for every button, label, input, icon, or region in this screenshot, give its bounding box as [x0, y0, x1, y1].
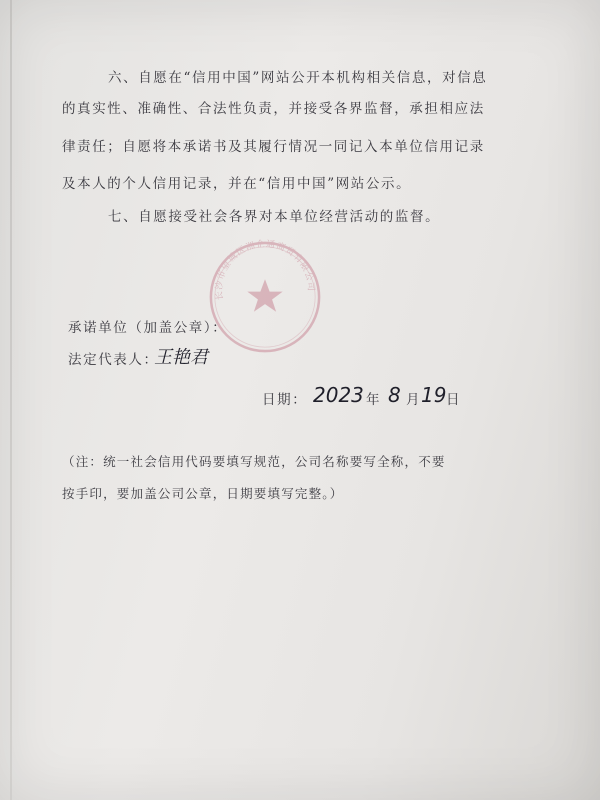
clause-6-line-3: 律责任；自愿将本承诺书及其履行情况一同记入本单位信用记录 — [62, 139, 485, 155]
svg-text:长沙市望城区湘企通商贸有限公司: 长沙市望城区湘企通商贸有限公司 — [214, 239, 316, 301]
date-day-handwritten: 19 — [421, 383, 447, 407]
date-month-handwritten: 8 — [388, 383, 401, 407]
date-day-unit: 日 — [446, 392, 462, 408]
date-year-unit: 年 — [366, 392, 382, 408]
date-month-unit: 月 — [406, 392, 422, 408]
company-seal — [206, 238, 324, 356]
clause-6-line-4: 及本人的个人信用记录，并在“信用中国”网站公示。 — [62, 176, 412, 192]
note-line-1: （注：统一社会信用代码要填写规范，公司名称要写全称，不要 — [62, 454, 446, 469]
promise-unit-label: 承诺单位（加盖公章）： — [68, 320, 228, 336]
page-crease — [10, 0, 12, 800]
legal-rep-signature: 王艳君 — [154, 347, 208, 368]
date-label: 日期： — [262, 392, 308, 408]
clause-6-line-1: 六、自愿在“信用中国”网站公开本机构相关信息，对信息 — [108, 70, 488, 86]
seal-star-icon — [247, 279, 282, 311]
legal-rep-label: 法定代表人： — [68, 352, 159, 368]
note-line-2: 按手印，要加盖公司公章，日期要填写完整。） — [62, 486, 344, 501]
clause-6-line-2: 的真实性、准确性、合法性负责，并接受各界监督，承担相应法 — [62, 101, 485, 117]
clause-7-line-1: 七、自愿接受社会各界对本单位经营活动的监督。 — [108, 209, 441, 225]
date-year-handwritten: 2023 — [313, 383, 364, 407]
